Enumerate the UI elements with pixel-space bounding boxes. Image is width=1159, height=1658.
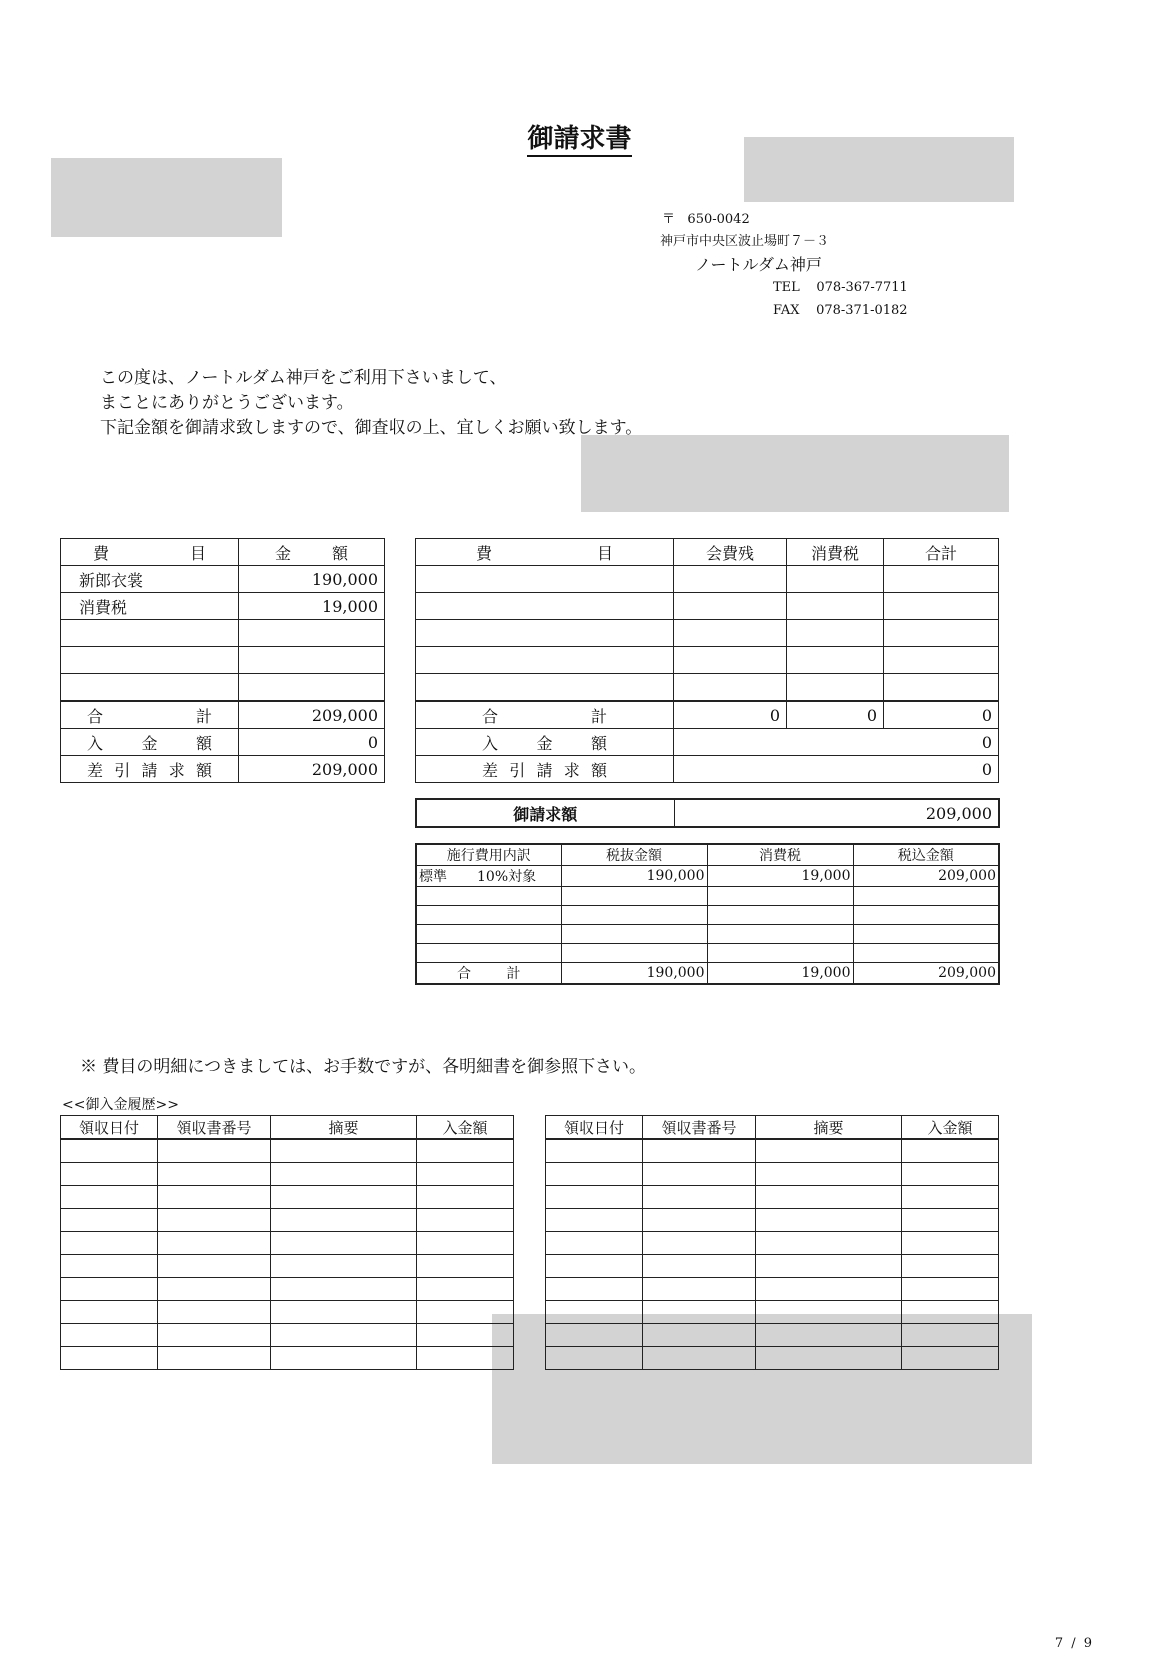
header-payment-amount: 入金額 [417,1116,514,1140]
header-gross: 税込金額 [853,844,999,866]
page-number: 7 / 9 [1054,1636,1094,1651]
payment-history-table-right [545,1115,999,1370]
sender-postal: 〒 650-0042 [662,212,750,227]
sender-name: ノートルダム神戸 [695,255,822,274]
table-row [416,906,999,925]
table-row [61,1278,514,1301]
invoice-total-box [415,798,1000,828]
left-fee-table [60,538,385,783]
table-row: 消費税 19,000 [61,593,385,620]
table-row [546,1163,999,1186]
redacted-issue-info [744,137,1014,202]
header-item: 費 目 [416,539,674,566]
header-receipt-number: 領収書番号 [643,1116,756,1140]
table-row [546,1209,999,1232]
balance-row: 差引請求額 0 [416,756,999,783]
table-row [416,925,999,944]
table-row [61,1347,514,1370]
header-receipt-date: 領収日付 [61,1116,158,1140]
greeting-text: この度は、ノートルダム神戸をご利用下さいまして、 まことにありがとうございます。 下記金額を御請求致しますので、御査収の上、宜しくお願い致します。 [100,368,643,438]
payment-history-table-left [60,1115,514,1370]
table-row [416,566,999,593]
right-fee-table [415,538,999,783]
table-row [61,1324,514,1347]
header-remaining-fee: 会費残 [674,539,787,566]
total-row: 合 計 0 0 0 [416,701,999,729]
table-row: 新郎衣裳 190,000 [61,566,385,593]
table-row [61,1139,514,1163]
table-row [546,1139,999,1163]
sender-address: 神戸市中央区波止場町７－３ [660,234,830,249]
table-row [416,887,999,906]
total-row: 合 計 209,000 [61,701,385,729]
paid-row: 入 金 額 0 [416,729,999,756]
tax-breakdown-table [415,843,1000,985]
table-row [61,1186,514,1209]
table-row [61,674,385,702]
redacted-recipient [51,158,282,237]
payment-history-label: <<御入金履歴>> [62,1097,179,1113]
table-row [546,1232,999,1255]
table-row: 標準 10%対象 190,000 19,000 209,000 [416,866,999,887]
header-category: 施行費用内訳 [416,844,561,866]
table-row [61,1163,514,1186]
total-row: 合 計 190,000 19,000 209,000 [416,963,999,985]
table-row [61,1301,514,1324]
table-row [61,1232,514,1255]
header-amount: 金 額 [239,539,385,566]
table-row [546,1324,999,1347]
sender-fax: FAX 078-371-0182 [773,303,908,318]
balance-row: 差引請求額 209,000 [61,756,385,783]
invoice-total-label: 御請求額 [416,799,674,827]
table-row [416,620,999,647]
table-row [546,1186,999,1209]
table-row [61,1255,514,1278]
table-row [61,620,385,647]
header-receipt-number: 領収書番号 [158,1116,271,1140]
header-receipt-date: 領収日付 [546,1116,643,1140]
redacted-bank-info [581,435,1009,512]
paid-row: 入 金 額 0 [61,729,385,756]
table-row [416,674,999,702]
table-row [546,1278,999,1301]
table-row [546,1255,999,1278]
header-tax: 消費税 [707,844,853,866]
header-payment-amount: 入金額 [902,1116,999,1140]
table-row [546,1347,999,1370]
table-row [416,944,999,963]
table-row [416,593,999,620]
header-total: 合計 [884,539,999,566]
reference-note: ※ 費目の明細につきましては、お手数ですが、各明細書を御参照下さい。 [80,1057,647,1077]
header-description: 摘要 [756,1116,902,1140]
header-tax: 消費税 [787,539,884,566]
table-row [61,1209,514,1232]
table-row [546,1301,999,1324]
invoice-total-value: 209,000 [674,799,999,827]
header-item: 費 目 [61,539,239,566]
table-row [416,647,999,674]
header-net: 税抜金額 [561,844,707,866]
table-row [61,647,385,674]
sender-tel: TEL 078-367-7711 [773,280,908,295]
header-description: 摘要 [271,1116,417,1140]
document-title: 御請求書 [0,118,1159,155]
